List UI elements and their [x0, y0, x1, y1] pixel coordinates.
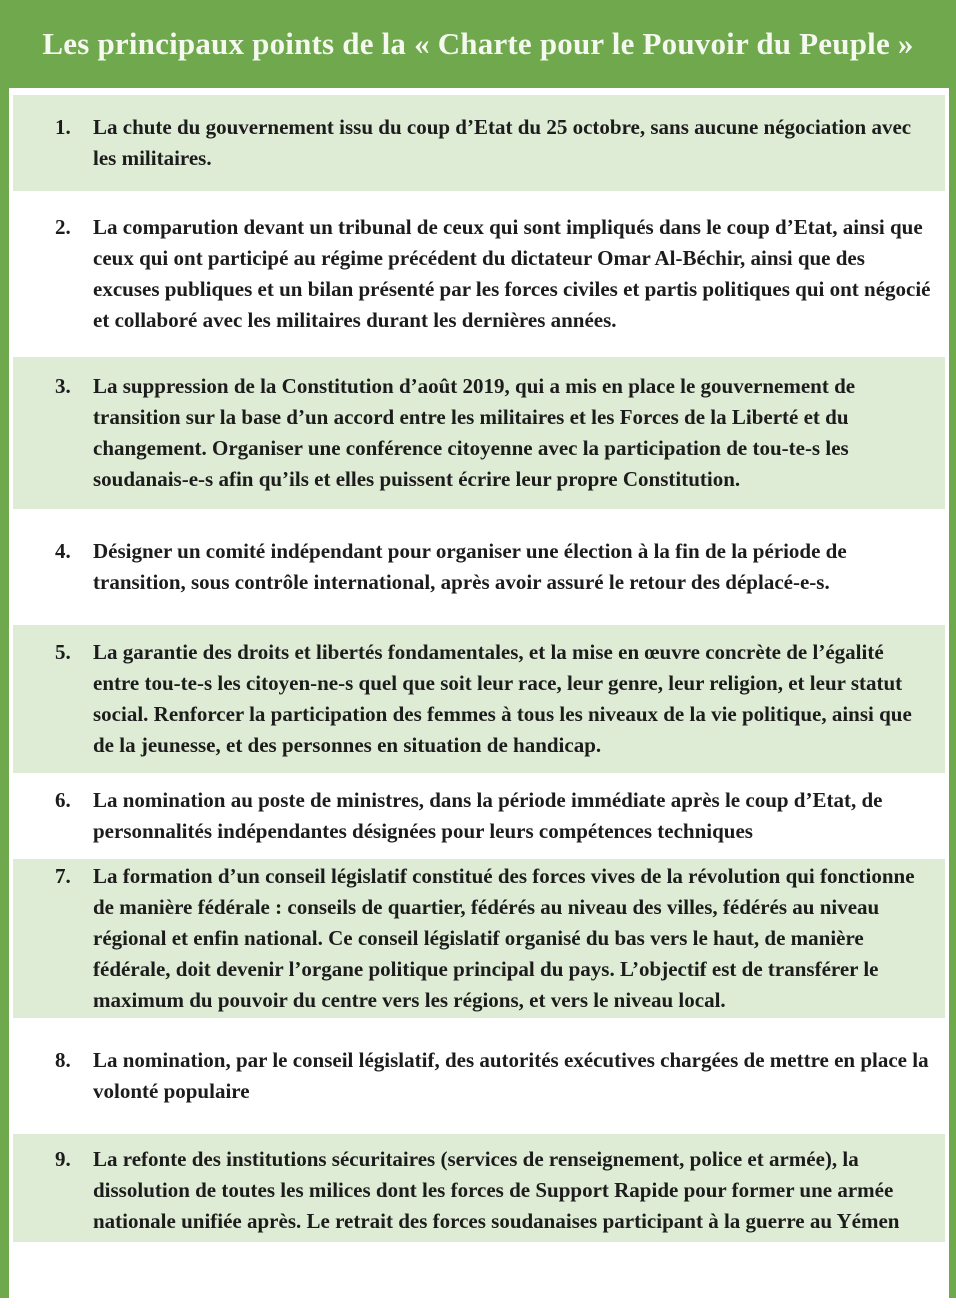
item-number: 4. [55, 539, 71, 563]
document-body [0, 88, 956, 1298]
item-text: La chute du gouvernement issu du coup d’Etat du 25 octobre, sans aucune négociation avec les militaires. [93, 115, 912, 170]
item-text: La suppression de la Constitution d’août 2019, qui a mis en place le gouvernement de transition sur la base d’un accord entre les militaires et les Forces de la Liberté et du changement. Organiser une conférence citoyenne avec la participation de tou-te-s les soudanais-e-s afin qu’ils et elles puissent écrire leur propre Constitution. [93, 374, 856, 491]
list-item [13, 625, 945, 773]
item-number: 1. [55, 115, 71, 139]
item-number: 5. [55, 640, 71, 664]
list-item [13, 95, 945, 191]
page-title: Les principaux points de la « Charte pour le Pouvoir du Peuple » [42, 26, 914, 61]
list-item [13, 1023, 945, 1129]
item-number: 6. [55, 788, 71, 812]
item-text: La comparution devant un tribunal de ceux qui sont impliqués dans le coup d’Etat, ainsi que ceux qui ont participé au régime précédent du dictateur Omar Al-Béchir, ainsi que des excuses publiques et un bilan présenté par les forces civiles et partis politiques qui ont négocié et collaboré avec les militaires durant les dernières années. [93, 215, 931, 332]
item-number: 9. [55, 1147, 71, 1171]
list-item [13, 859, 945, 1018]
list-item [13, 196, 945, 352]
item-text: La refonte des institutions sécuritaires (services de renseignement, police et armée), la dissolution de toutes les milices dont les forces de Support Rapide pour former une armée nationale unifiée après. Le retrait des forces soudanaises participant à la guerre au Yémen [93, 1147, 900, 1233]
item-number: 7. [55, 864, 71, 888]
list-item [13, 1134, 945, 1242]
item-number: 3. [55, 374, 71, 398]
list-item [13, 778, 945, 854]
item-number: 2. [55, 215, 71, 239]
item-number: 8. [55, 1048, 71, 1072]
item-text: La garantie des droits et libertés fondamentales, et la mise en œuvre concrète de l’égalité entre tou-te-s les citoyen-ne-s quel que soit leur race, leur genre, leur religion, et leur statut social. Renforcer la participation des femmes à tous les niveaux de la vie politique, ainsi que de la jeunesse, et des personnes en situation de handicap. [93, 640, 912, 757]
list-item [13, 357, 945, 509]
item-text: La nomination, par le conseil législatif, des autorités exécutives chargées de mettre en place la volonté populaire [93, 1048, 929, 1103]
item-text: La nomination au poste de ministres, dans la période immédiate après le coup d’Etat, de personnalités indépendantes désignées pour leurs compétences techniques [93, 788, 883, 843]
item-text: Désigner un comité indépendant pour organiser une élection à la fin de la période de transition, sous contrôle international, après avoir assuré le retour des déplacé-e-s. [93, 539, 847, 594]
charter-points-list [13, 95, 945, 1242]
document-header [0, 0, 956, 88]
item-text: La formation d’un conseil législatif constitué des forces vives de la révolution qui fonctionne de manière fédérale : conseils de quartier, fédérés au niveau des villes, fédérés au niveau régional et enfin national. Ce conseil législatif organisé du bas vers le haut, de manière fédérale, doit devenir l’organe politique principal du pays. L’objectif est de transférer le maximum du pouvoir du centre vers les régions, et vers le niveau local. [93, 864, 915, 1012]
list-item [13, 514, 945, 620]
